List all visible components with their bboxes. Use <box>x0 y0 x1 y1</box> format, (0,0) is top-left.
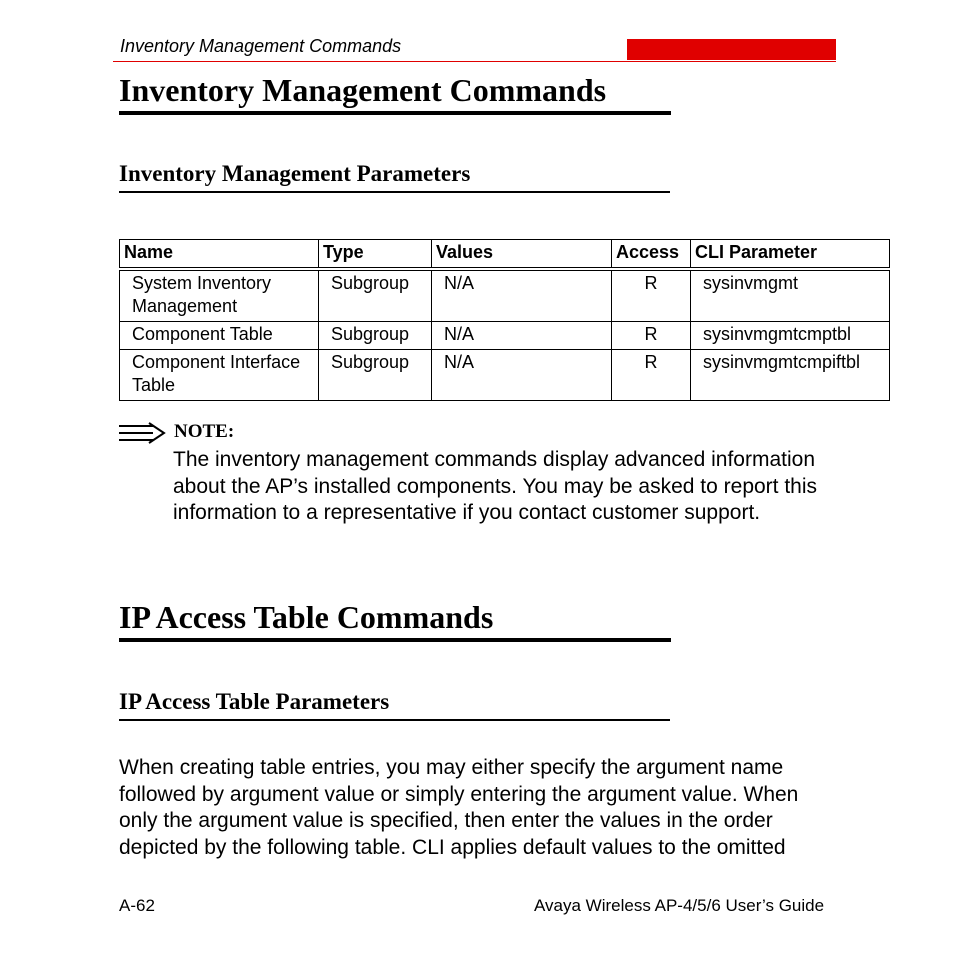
section-title-inventory: Inventory Management Commands <box>119 72 607 108</box>
cell-name: Component Interface Table <box>120 350 319 401</box>
header-red-bar <box>627 39 836 60</box>
section-title-ip-access: IP Access Table Commands <box>119 599 494 635</box>
col-header-access: Access <box>612 240 691 270</box>
inventory-params-table <box>119 239 890 401</box>
cell-name: System Inventory Management <box>120 269 319 322</box>
body-paragraph: When creating table entries, you may either specify the argument name followed by argument value or simply entering the argument value. When only the argument value is specified, then enter the values in the order depicted by the following table. CLI applies default values to the omitted <box>119 756 799 859</box>
cell-cli-parameter: sysinvmgmt <box>691 269 890 322</box>
cell-type: Subgroup <box>319 269 432 322</box>
cell-cli-parameter: sysinvmgmtcmpiftbl <box>691 350 890 401</box>
subsection-title-rule <box>119 719 670 721</box>
col-header-name: Name <box>120 240 319 270</box>
note-text: The inventory management commands display advanced information about the AP’s installed components. You may be asked to report this information to a representative if you contact customer support. <box>173 448 818 524</box>
table-row <box>120 269 890 322</box>
note-label: NOTE: <box>174 421 235 442</box>
table-row <box>120 350 890 401</box>
section-title-rule <box>119 638 671 642</box>
cell-access: R <box>612 269 691 322</box>
subsection-title-inventory-params: Inventory Management Parameters <box>119 161 471 186</box>
cell-values: N/A <box>432 269 612 322</box>
subsection-title-ip-access-params: IP Access Table Parameters <box>119 689 390 714</box>
table-row <box>120 322 890 350</box>
cell-values: N/A <box>432 322 612 350</box>
cell-values: N/A <box>432 350 612 401</box>
note-arrow-icon <box>119 422 167 449</box>
subsection-title-rule <box>119 191 670 193</box>
section-title-rule <box>119 111 671 115</box>
table-header-row <box>120 240 890 270</box>
running-header: Inventory Management Commands <box>120 36 402 56</box>
col-header-cli-parameter: CLI Parameter <box>691 240 890 270</box>
footer-book-title: Avaya Wireless AP-4/5/6 User’s Guide <box>534 896 825 915</box>
footer-page-number: A-62 <box>119 896 155 915</box>
cell-name: Component Table <box>120 322 319 350</box>
cell-cli-parameter: sysinvmgmtcmptbl <box>691 322 890 350</box>
header-red-rule <box>113 61 836 62</box>
col-header-values: Values <box>432 240 612 270</box>
cell-type: Subgroup <box>319 350 432 401</box>
cell-access: R <box>612 350 691 401</box>
cell-type: Subgroup <box>319 322 432 350</box>
cell-access: R <box>612 322 691 350</box>
col-header-type: Type <box>319 240 432 270</box>
